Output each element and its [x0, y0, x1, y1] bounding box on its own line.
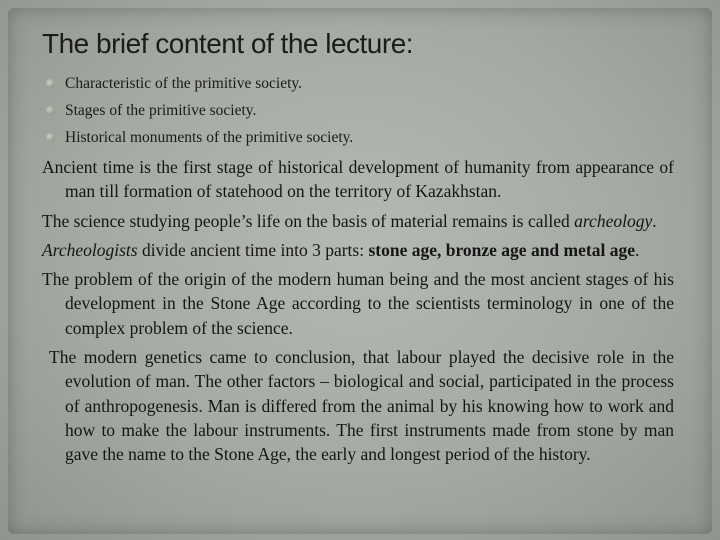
paragraph-text: The science studying people’s life on the basis of material remains is called — [42, 210, 570, 231]
bullet-item — [46, 70, 353, 97]
term-archeology: archeology — [574, 210, 653, 231]
paragraph-ancient-time: Ancient time is the first stage of historical development of humanity from appearance of man till formation of statehood on the territory of Kazakhstan. — [42, 157, 674, 202]
paragraph-ages — [42, 238, 674, 262]
bullet-item — [46, 124, 353, 151]
paragraph-genetics: The modern genetics came to conclusion, that labour played the decisive role in the evolution of man. The other factors – biological and social, participated in the process of anthropogenesis. Man is differed from the animal by his knowing how to work and how to make the labour instruments. The first instruments made from stone by man gave the name to the Stone Age, the early and longest period of the history. — [49, 347, 674, 465]
bullet-dot-icon — [46, 106, 55, 115]
paragraph-archeology — [42, 209, 674, 233]
slide-title: The brief content of the lecture: — [42, 28, 414, 59]
paragraph-text: divide ancient time into 3 parts: — [141, 239, 365, 260]
bullet-text: Characteristic of the primitive society. — [65, 74, 303, 92]
term-archeologists: Archeologists — [42, 239, 138, 260]
paragraph-origin-problem: The problem of the origin of the modern human being and the most ancient stages of his development in the Stone Age according to the scientists terminology in one of the complex problem of the science. — [42, 269, 674, 338]
punctuation: . — [634, 239, 640, 260]
punctuation: . — [652, 210, 657, 231]
bullet-text: Stages of the primitive society. — [65, 101, 257, 119]
bullet-list — [46, 70, 353, 151]
bullet-dot-icon — [46, 79, 55, 88]
bullet-dot-icon — [46, 133, 55, 142]
bullet-text: Historical monuments of the primitive society. — [65, 128, 354, 146]
ages-list: stone age, bronze age and metal age — [368, 239, 635, 260]
slide-body — [42, 155, 674, 472]
bullet-item — [46, 97, 353, 124]
